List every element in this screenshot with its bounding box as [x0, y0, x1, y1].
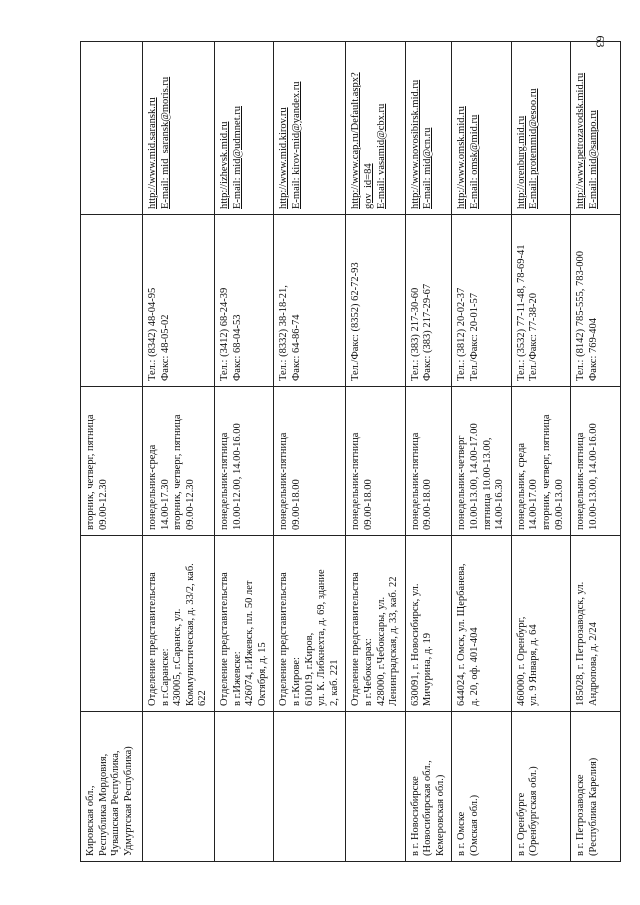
- website-email-cell: [214, 42, 273, 215]
- email-link[interactable]: E-mail: kirov-mid@yandex.ru: [290, 81, 302, 209]
- table-row: [571, 42, 621, 862]
- region-line: в г. Петрозаводске: [575, 774, 587, 856]
- region-line: (Омская обл.): [469, 794, 481, 856]
- website-email-cell: [81, 42, 143, 215]
- office-line: в г.Чебоксарах:: [362, 638, 374, 706]
- table-row: [511, 42, 570, 862]
- hours-line: понедельник-пятница: [218, 432, 230, 530]
- table-body: [81, 42, 621, 862]
- region-cell: [452, 712, 511, 862]
- region-cell: [143, 712, 215, 862]
- hours-line: понедельник, среда: [515, 442, 527, 530]
- website-link[interactable]: http://www.mid.kirov.ru: [278, 107, 290, 209]
- office-line: Мичурина, д. 19: [422, 633, 434, 706]
- email-link[interactable]: E-mail: vasamid@cbx.ru: [375, 103, 387, 209]
- consular-offices-table: [80, 41, 621, 862]
- working-hours-cell: [511, 387, 570, 536]
- phone-line: Тел.: (3532) 77-11-48, 78-69-41: [515, 244, 527, 381]
- working-hours-cell: [274, 387, 346, 536]
- hours-line: 09.00-18.00: [290, 479, 302, 530]
- region-line: Чувашская Республика,: [110, 750, 122, 856]
- hours-line: вторник, четверг, пятница: [85, 414, 96, 530]
- website-link[interactable]: http://orenburg.mid.ru: [515, 115, 527, 209]
- email-link[interactable]: E-mail: mid@cn.ru: [422, 127, 434, 209]
- phone-fax-cell: [143, 215, 215, 387]
- table-row: [214, 42, 273, 862]
- office-line: Отделение представительства: [278, 572, 290, 706]
- office-address-cell: [571, 536, 621, 712]
- email-link[interactable]: E-mail: omsk@mid.ru: [469, 114, 481, 209]
- office-address-cell: [452, 536, 511, 712]
- page-number: 63: [593, 35, 608, 48]
- hours-line: 14.00-17.30: [159, 479, 171, 530]
- phone-line: Тел.: (8142) 785-555, 783-000: [575, 251, 587, 381]
- hours-line: 10.00-13.00, 14.00-17.00: [469, 423, 481, 530]
- office-line: д. 20, оф. 401-404: [469, 627, 481, 706]
- office-line: 426074, г.Ижевск, пл. 50 лет: [244, 580, 256, 706]
- region-line: (Новосибирская обл.,: [422, 760, 434, 856]
- office-line: Отделение представительства: [147, 572, 158, 706]
- office-line: 460000, г. Оренбург,: [515, 616, 527, 706]
- region-cell: [571, 712, 621, 862]
- table-row: [274, 42, 346, 862]
- hours-line: 10.00-13.00, 14.00-16.00: [587, 423, 599, 530]
- office-address-cell: [511, 536, 570, 712]
- office-address-cell: [214, 536, 273, 712]
- hours-line: 09.00-18.00: [362, 479, 374, 530]
- office-line: ул. 9 Января, д. 64: [528, 624, 540, 706]
- phone-fax-cell: [274, 215, 346, 387]
- phone-line: Факс: 64-86-74: [290, 314, 302, 381]
- hours-line: 10.00-12.00, 14.00-16.00: [231, 423, 243, 530]
- phone-fax-cell: [511, 215, 570, 387]
- hours-line: понедельник-пятница: [350, 432, 362, 530]
- phone-fax-cell: [452, 215, 511, 387]
- region-line: (Республика Карелия): [587, 757, 599, 856]
- website-link[interactable]: http://www.omsk.mid.ru: [456, 106, 468, 209]
- working-hours-cell: [571, 387, 621, 536]
- phone-line: Тел./Факс: 20-01-57: [469, 293, 481, 381]
- phone-line: Тел.: (3812) 20-02-37: [456, 287, 468, 381]
- office-line: Ленинградская, д. 33, каб. 22: [388, 576, 400, 706]
- website-email-cell: [405, 42, 452, 215]
- office-line: в г.Кирове:: [290, 657, 302, 706]
- phone-fax-cell: [571, 215, 621, 387]
- office-line: Коммунистическая, д. 33/2, каб.: [184, 563, 196, 706]
- region-cell: [274, 712, 346, 862]
- office-line: ул. К. Либкнехта, д. 69, здание: [316, 569, 328, 706]
- hours-line: вторник, четверг, пятница: [541, 414, 553, 530]
- hours-line: 09.00-18.00: [422, 479, 434, 530]
- office-address-cell: [346, 536, 405, 712]
- region-cell: [214, 712, 273, 862]
- working-hours-cell: [143, 387, 215, 536]
- region-line: Кемеровская обл.): [434, 774, 446, 856]
- website-email-cell: [571, 42, 621, 215]
- office-line: Андропова, д. 2/24: [587, 622, 599, 706]
- hours-line: понедельник-пятница: [575, 432, 587, 530]
- region-cell: [511, 712, 570, 862]
- phone-fax-cell: [81, 215, 143, 387]
- office-address-cell: [274, 536, 346, 712]
- region-cell: [81, 712, 143, 862]
- hours-line: 09.00-13.00: [553, 479, 565, 530]
- website-link[interactable]: http://www.cap.ru/Default.aspx?gov_id=84: [350, 72, 374, 209]
- office-line: в г.Ижевске:: [231, 651, 243, 706]
- phone-line: Тел.: (3412) 68-24-39: [218, 287, 230, 381]
- hours-line: понедельник-пятница: [409, 432, 421, 530]
- website-link[interactable]: http://www.mid.saransk.ru: [147, 97, 158, 209]
- hours-line: понедельник-среда: [147, 444, 158, 530]
- website-email-cell: [274, 42, 346, 215]
- region-line: в г. Новосибирске: [409, 776, 421, 856]
- hours-line: пятница 10.00-13.00,: [481, 437, 493, 530]
- working-hours-cell: [452, 387, 511, 536]
- table-row: [81, 42, 143, 862]
- office-line: в г.Саранске:: [159, 648, 171, 706]
- office-line: 430005, г.Саранск, ул.: [172, 608, 184, 706]
- office-line: 644024, г. Омск, ул. Щербанева,: [456, 563, 468, 706]
- hours-line: 14.00-17.00: [528, 479, 540, 530]
- phone-line: Тел.: (383) 217-30-60: [409, 287, 421, 381]
- hours-line: понедельник-пятница: [278, 432, 290, 530]
- table-row: [346, 42, 405, 862]
- working-hours-cell: [81, 387, 143, 536]
- phone-line: Факс: 769-404: [587, 318, 599, 381]
- website-email-cell: [511, 42, 570, 215]
- phone-fax-cell: [346, 215, 405, 387]
- working-hours-cell: [214, 387, 273, 536]
- working-hours-cell: [405, 387, 452, 536]
- office-line: Октября, д. 15: [256, 642, 268, 706]
- phone-line: Факс: (383) 217-29-67: [422, 283, 434, 381]
- email-link[interactable]: E-mail: mid@sampo.ru: [587, 110, 599, 209]
- region-cell: [346, 712, 405, 862]
- phone-line: Тел./Факс: (8352) 62-72-93: [350, 262, 362, 381]
- office-address-cell: [405, 536, 452, 712]
- office-address-cell: [81, 536, 143, 712]
- email-link[interactable]: E-mail: mid@udmnet.ru: [231, 106, 243, 209]
- region-line: в г. Омске: [456, 811, 468, 856]
- phone-line: Тел.: (8342) 48-04-95: [147, 287, 158, 381]
- table-row: [143, 42, 215, 862]
- phone-line: Факс: 48-05-02: [159, 314, 171, 381]
- phone-fax-cell: [405, 215, 452, 387]
- phone-line: Тел./Факс: 77-38-20: [528, 293, 540, 381]
- office-line: 185028, г. Петрозаводск, ул.: [575, 581, 587, 706]
- consular-offices-table-wrapper: [80, 42, 599, 862]
- office-line: 2, каб. 221: [328, 659, 340, 706]
- region-line: Кировская обл.,: [85, 785, 96, 856]
- working-hours-cell: [346, 387, 405, 536]
- office-line: 428000, г.Чебоксары, ул.: [375, 596, 387, 706]
- region-line: в г. Оренбурге: [515, 792, 527, 856]
- website-email-cell: [143, 42, 215, 215]
- hours-line: 09.00-12.30: [184, 479, 196, 530]
- table-row: [405, 42, 452, 862]
- office-line: Отделение представительства: [218, 572, 230, 706]
- phone-line: Факс: 68-04-53: [231, 314, 243, 381]
- website-email-cell: [346, 42, 405, 215]
- phone-fax-cell: [214, 215, 273, 387]
- website-link[interactable]: http://www.novosibirsk.mid.ru: [409, 79, 421, 209]
- region-line: Удмуртская Республика): [122, 746, 134, 856]
- phone-line: Тел.: (8332) 38-18-21,: [278, 285, 290, 381]
- region-cell: [405, 712, 452, 862]
- region-line: (Оренбургская обл.): [528, 766, 540, 856]
- website-link[interactable]: http://izhevsk.mid.ru: [218, 121, 230, 209]
- office-address-cell: [143, 536, 215, 712]
- hours-line: вторник, четверг, пятница: [172, 414, 184, 530]
- office-line: 622: [197, 690, 209, 706]
- hours-line: 14.00-16.30: [494, 479, 506, 530]
- website-link[interactable]: http://www.petrozavodsk.mid.ru: [575, 72, 587, 209]
- hours-line: понедельник-четверг: [456, 435, 468, 530]
- email-link[interactable]: E-mail: protemmid@esoo.ru: [528, 88, 540, 209]
- table-row: [452, 42, 511, 862]
- office-line: Отделение представительства: [350, 572, 362, 706]
- email-link[interactable]: E-mail: mid_saransk@moris.ru: [159, 76, 171, 209]
- office-line: 610019, г.Киров,: [303, 632, 315, 706]
- region-line: Республика Мордовия,: [97, 753, 109, 856]
- website-email-cell: [452, 42, 511, 215]
- hours-line: 09.00-12.30: [97, 479, 109, 530]
- office-line: 630091, г. Новосибирск, ул.: [409, 583, 421, 706]
